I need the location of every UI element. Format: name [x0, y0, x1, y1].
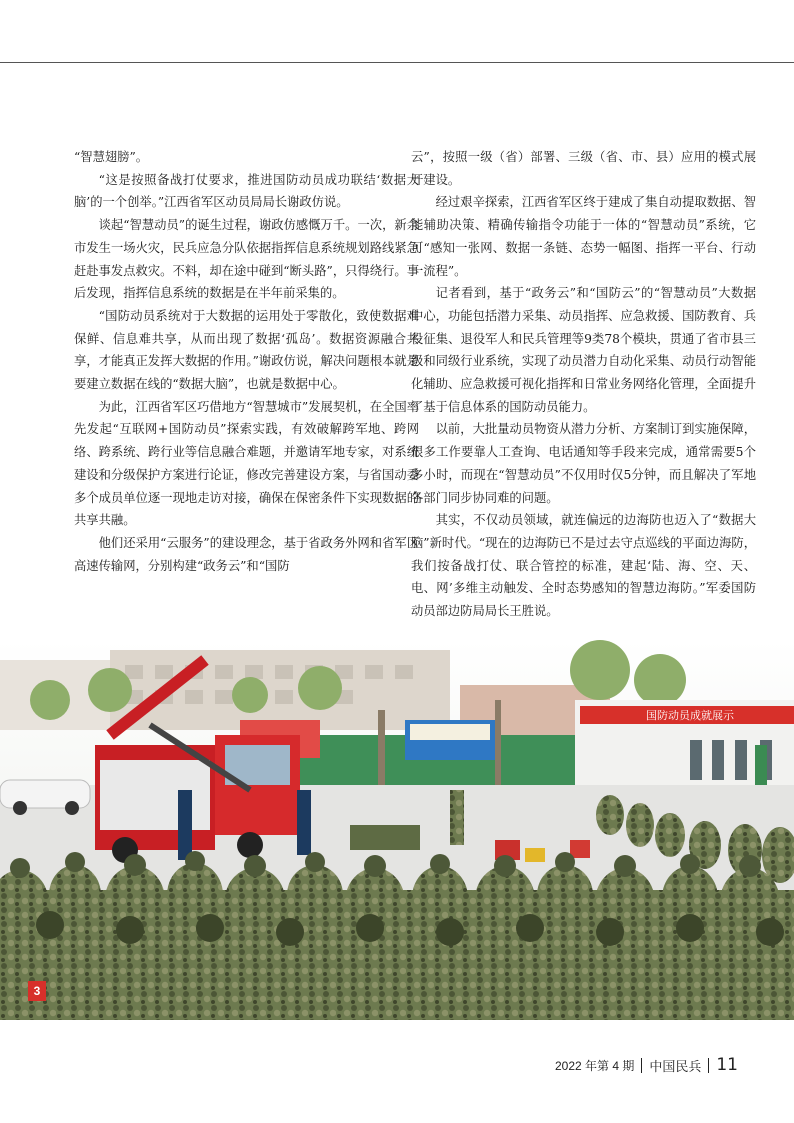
paragraph: “这是按照备战打仗要求，推进国防动员成功联结‘数据大脑’的一个创举。”江西省军区动员局局长谢政仿说。: [74, 172, 419, 210]
paragraph: 为此，江西省军区巧借地方“智慧城市”发展契机，在全国率先发起“互联网+国防动员”探索实践，有效破解跨军地、跨网络、跨系统、跨行业等信息融合难题，并邀请军地专家，对系统建设和分级保护方案进行论证，修改完善建设方案，与省国动委多个成员单位逐一现地走访对接，确保在保密条件下实现数据的共享共融。: [74, 399, 419, 528]
header-rule: [0, 62, 794, 63]
paragraph: 他们还采用“云服务”的建设理念，基于省政务外网和省军区高速传输网，分别构建“政务云”和“国防: [74, 535, 419, 573]
footer-divider: [641, 1058, 642, 1073]
issue-label: 2022 年第 4 期: [554, 1058, 635, 1073]
paragraph: 谈起“智慧动员”的诞生过程，谢政仿感慨万千。一次，新余市发生一场火灾，民兵应急分队依据指挥信息系统规划路线紧急赶赴事发点救灾。不料，却在途中碰到“断头路”，只得绕行。事后发现，指挥信息系统的数据是在半年前采集的。: [74, 218, 419, 301]
paragraph: 记者看到，基于“政务云”和“国防云”的“智慧动员”大数据中心，功能包括潜力采集、动员指挥、应急救援、国防教育、兵役征集、退役军人和民兵管理等9类78个模块，贯通了省市县三级和同级行业系统，实现了动员潜力自动化采集、动员行动智能化辅助、应急救援可视化指挥和日常业务网络化管理，全面提升了基于信息体系的国防动员能力。: [411, 286, 756, 414]
article-photo: [0, 640, 794, 1020]
magazine-name: 中国民兵: [649, 1059, 702, 1075]
article-left-column: [74, 146, 419, 577]
building-banner-text: 国防动员成就展示: [646, 709, 734, 722]
paragraph: 云”，按照一级（省）部署、三级（省、市、县）应用的模式展开建设。: [411, 150, 756, 187]
photo-illustration: [0, 640, 794, 1020]
footer-divider: [708, 1058, 709, 1073]
paragraph: 以前，大批量动员物资从潜力分析、方案制订到实施保障，很多工作要靠人工查询、电话通知等手段来完成，通常需要5个多小时，而现在“智慧动员”不仅用时仅5分钟，而且解决了军地各部门同步协同难的问题。: [411, 422, 756, 505]
paragraph: 经过艰辛探索，江西省军区终于建成了集自动提取数据、智能辅助决策、精确传输指令功能于一体的“智慧动员”系统，它可“感知一张网、数据一条链、态势一幅图、指挥一平台、行动一流程”。: [411, 195, 756, 278]
page-number: 11: [716, 1055, 738, 1075]
article-right-column: [411, 146, 756, 623]
paragraph: “国防动员系统对于大数据的运用处于零散化，致使数据难保鲜、信息难共享，从而出现了数据‘孤岛’。数据资源融合共享，才能真正发挥大数据的作用。”谢政仿说，解决问题根本就是要建立数据在线的“数据大脑”，也就是数据中心。: [74, 308, 419, 392]
paragraph: “智慧翅膀”。: [74, 150, 149, 164]
figure-number-badge: 3: [28, 981, 46, 1001]
paragraph: 其实，不仅动员领域，就连偏远的边海防也迈入了“数据大脑”新时代。“现在的边海防已不是过去守点巡线的平面边海防，我们按备战打仗、联合管控的标准，建起‘陆、海、空、天、电、网’多维主动触发、全时态势感知的智慧边海防。”军委国防动员部边防局局长王胜说。: [411, 513, 756, 619]
page-footer: [555, 1056, 738, 1074]
